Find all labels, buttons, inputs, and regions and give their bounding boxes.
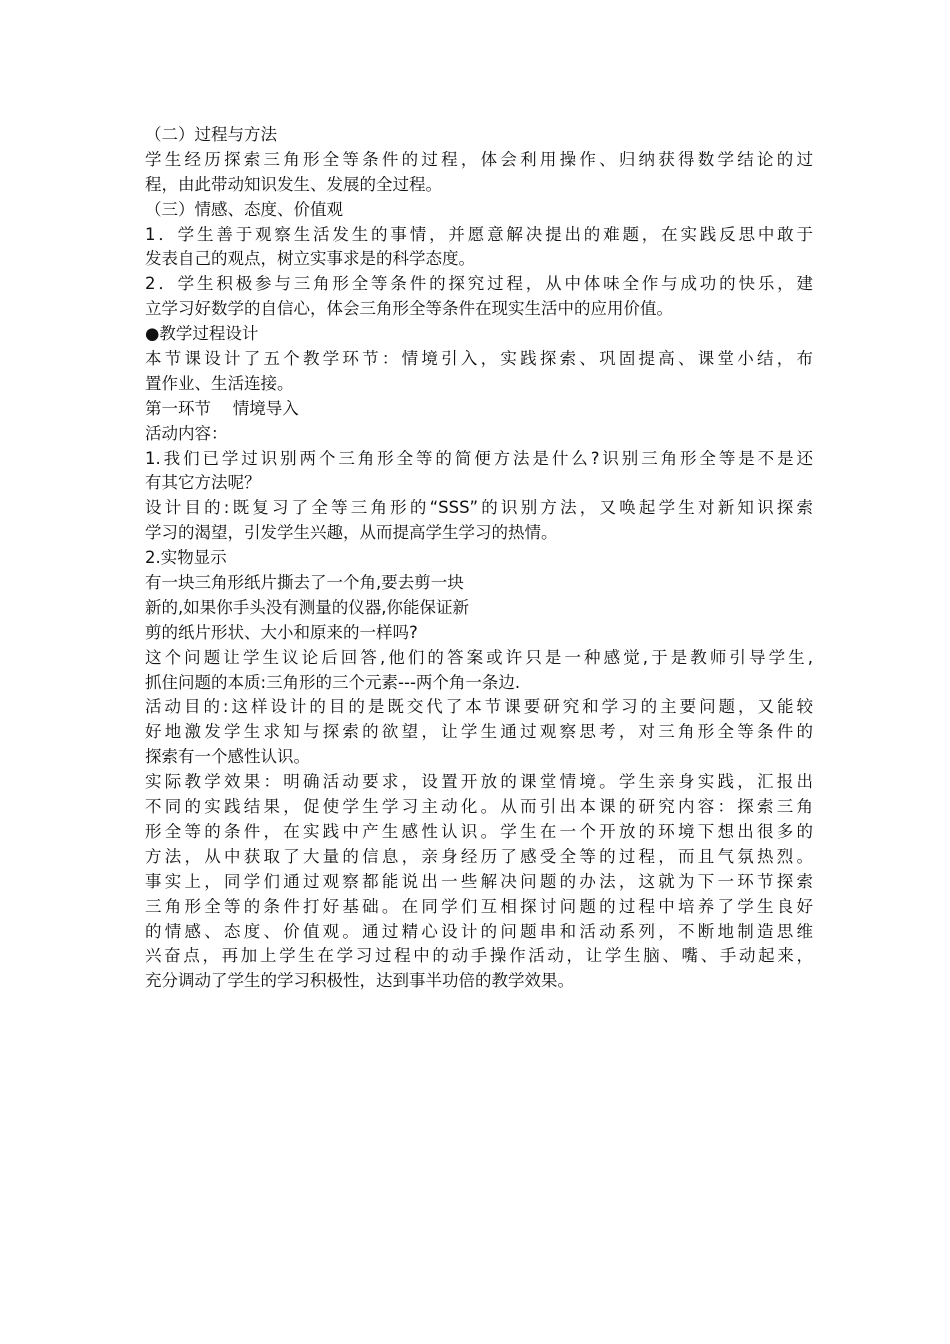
paragraph-line: 不同的实践结果，促使学生学习主动化。从而引出本课的研究内容：探索三角 bbox=[145, 797, 813, 817]
paragraph-line: 充分调动了学生的学习积极性，达到事半功倍的教学效果。 bbox=[145, 971, 574, 991]
paragraph-line: 实际教学效果：明确活动要求，设置开放的课堂情境。学生亲身实践，汇报出 bbox=[145, 772, 813, 792]
paragraph-line: 的情感、态度、价值观。通过精心设计的问题串和活动系列，不断地制造思维 bbox=[145, 921, 813, 941]
document-body bbox=[145, 123, 813, 994]
line-heading-process-method: （二）过程与方法 bbox=[145, 125, 277, 144]
paragraph-line: 发表自己的观点，树立实事求是的科学态度。 bbox=[145, 249, 475, 269]
paragraph-line: 兴奋点，再加上学生在学习过程中的动手操作活动，让学生脑、嘴、手动起来， bbox=[145, 946, 813, 966]
paragraph-line: 这个问题让学生议论后回答,他们的答案或许只是一种感觉,于是教师引导学生, bbox=[145, 647, 813, 667]
paragraph-line: 形全等的条件，在实践中产生感性认识。学生在一个开放的环境下想出很多的 bbox=[145, 821, 813, 841]
paragraph-line: 有一块三角形纸片撕去了一个角,要去剪一块 bbox=[145, 573, 464, 593]
paragraph-line: 2．学生积极参与三角形全等条件的探究过程，从中体味全作与成功的快乐，建 bbox=[145, 274, 813, 294]
paragraph-line: 活动目的:这样设计的目的是既交代了本节课要研究和学习的主要问题，又能较 bbox=[145, 697, 813, 717]
line-label-activity-content: 活动内容： bbox=[145, 423, 228, 443]
line-heading-emotion-attitude: （三）情感、态度、价值观 bbox=[145, 199, 343, 219]
paragraph-line: 好地激发学生求知与探索的欲望，让学生通过观察思考，对三角形全等条件的 bbox=[145, 722, 813, 742]
paragraph-line: 学习的渴望，引发学生兴趣，从而提高学生学习的热情。 bbox=[145, 523, 558, 543]
paragraph-line: 程，由此带动知识发生、发展的全过程。 bbox=[145, 174, 442, 194]
paragraph-line: 1．学生善于观察生活发生的事情，并愿意解决提出的难题，在实践反思中敢于 bbox=[145, 224, 813, 244]
paragraph-line: 剪的纸片形状、大小和原来的一样吗? bbox=[145, 622, 418, 642]
paragraph-line: 学生经历探索三角形全等条件的过程，体会利用操作、归纳获得数学结论的过 bbox=[145, 149, 813, 169]
paragraph-line: 三角形全等的条件打好基础。在同学们互相探讨问题的过程中培养了学生良好 bbox=[145, 896, 813, 916]
paragraph-line: 事实上，同学们通过观察都能说出一些解决问题的办法，这就为下一环节探索 bbox=[145, 871, 813, 891]
paragraph-line: 本节课设计了五个教学环节：情境引入，实践探索、巩固提高、课堂小结，布 bbox=[145, 349, 813, 369]
paragraph-line: 方法，从中获取了大量的信息，亲身经历了感受全等的过程，而且气氛热烈。 bbox=[145, 846, 813, 866]
paragraph-line: 1.我们已学过识别两个三角形全等的简便方法是什么?识别三角形全等是不是还 bbox=[145, 448, 813, 468]
line-heading-teaching-design: ●教学过程设计 bbox=[145, 324, 259, 344]
paragraph-line: 有其它方法呢？ bbox=[145, 473, 261, 493]
paragraph-line: 置作业、生活连接。 bbox=[145, 373, 294, 393]
paragraph-line: 新的,如果你手头没有测量的仪器,你能保证新 bbox=[145, 597, 469, 617]
line-heading-first-section: 第一环节 情境导入 bbox=[145, 398, 299, 418]
line-label-real-object: 2.实物显示 bbox=[145, 548, 227, 568]
paragraph-line: 抓住问题的本质:三角形的三个元素---两个角一条边. bbox=[145, 672, 521, 692]
paragraph-line: 立学习好数学的自信心，体会三角形全等条件在现实生活中的应用价值。 bbox=[145, 299, 673, 319]
paragraph-line: 探索有一个感性认识。 bbox=[145, 747, 310, 767]
paragraph-line: 设计目的:既复习了全等三角形的“SSS”的识别方法，又唤起学生对新知识探索 bbox=[145, 498, 813, 518]
